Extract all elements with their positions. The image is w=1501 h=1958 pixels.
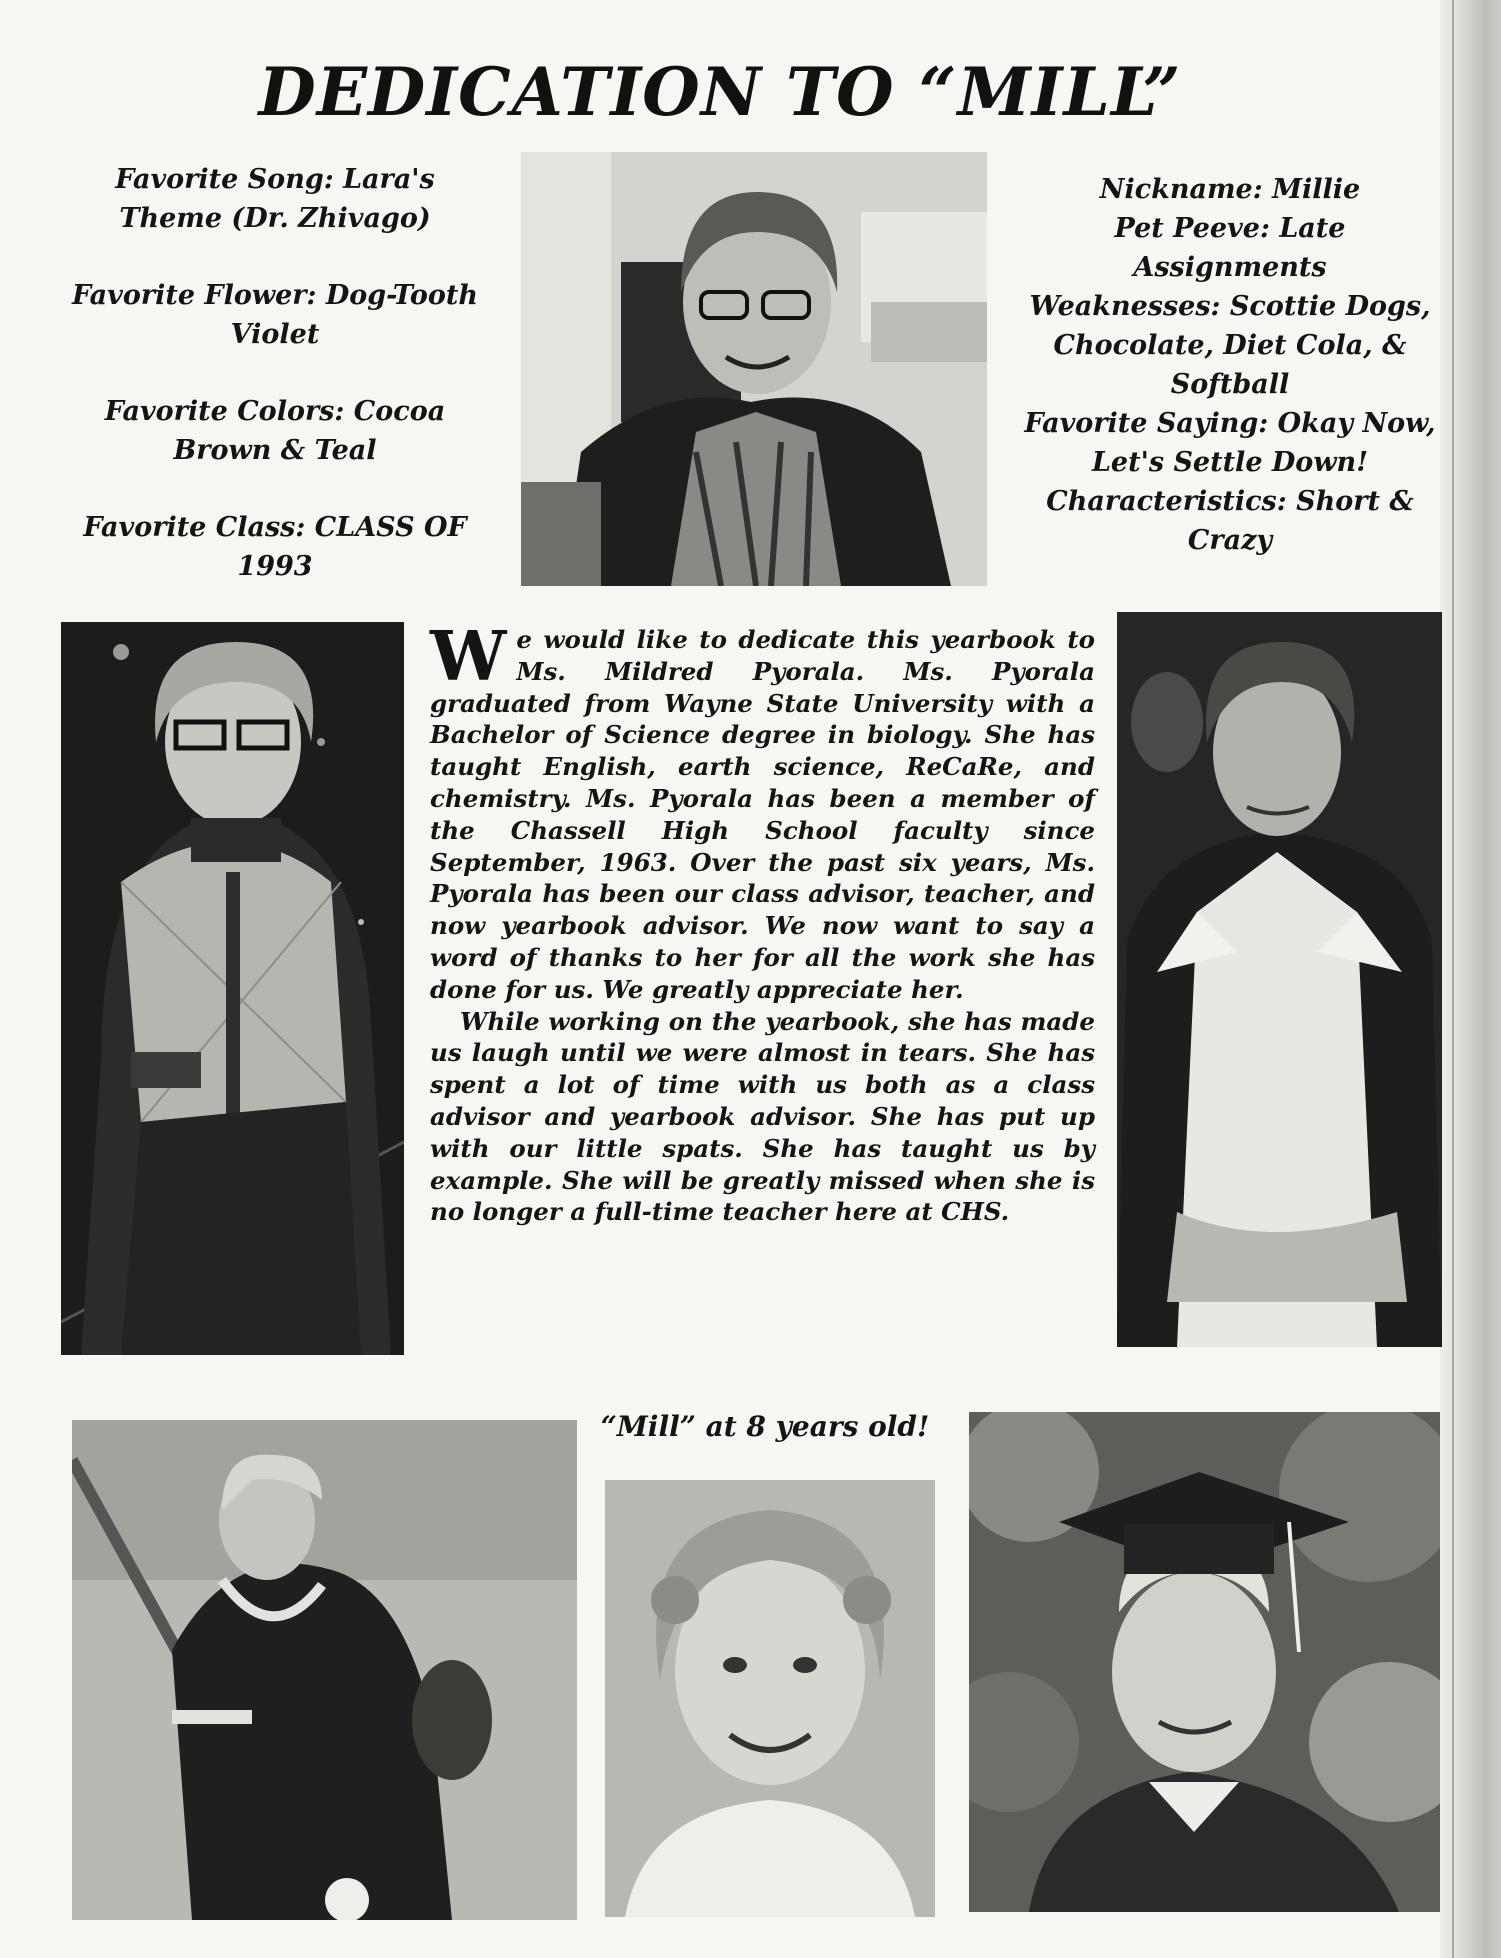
weaknesses: Weaknesses: Scottie Dogs, Chocolate, Diet Cola, & Softball — [1029, 291, 1431, 400]
favorite-saying: Favorite Saying: Okay Now, Let's Settle Down! — [1024, 408, 1436, 478]
page-title: DEDICATION TO “MILL” — [258, 53, 1182, 131]
favorite-flower: Favorite Flower: Dog-Tooth Violet — [71, 280, 478, 350]
favorite-song: Favorite Song: Lara's Theme (Dr. Zhivago) — [115, 164, 435, 234]
paragraph-1-text: e would like to dedicate this yearbook to Ms. Mildred Pyorala. Ms. Pyorala graduated from Wayne State University with a Bachelor of Science degree in biology. She has taught English, earth science, ReCaRe, and chemistry. Ms. Pyorala has been a member of the Chassell High School faculty since September, 1963. Over the past six years, Ms. Pyorala has been our class advisor, teacher, and now yearbook advisor. We now want to say a word of thanks to her for all the work she has done for us. We greatly appreciate her. — [430, 625, 1095, 1004]
dedication-text — [430, 617, 1095, 1228]
photo-teacher-at-desk — [521, 152, 987, 586]
favorites-list — [70, 160, 480, 586]
dedication-paragraph-1 — [430, 617, 1095, 1006]
nickname: Nickname: Millie — [1099, 174, 1361, 205]
photo-softball — [72, 1420, 577, 1920]
facts-list — [1020, 170, 1440, 560]
photo-wide-collar — [1117, 612, 1442, 1347]
photo-childhood — [605, 1480, 935, 1917]
favorite-colors: Favorite Colors: Cocoa Brown & Teal — [104, 396, 446, 466]
drop-cap: W — [430, 617, 507, 697]
dedication-paragraph-2: While working on the yearbook, she has made us laugh until we were almost in tears. She has spent a lot of time with us both as a class advisor and yearbook advisor. She has put up with our little spats. She has taught us by example. She will be greatly missed when she is no longer a full-time teacher here at CHS. — [430, 1006, 1095, 1227]
page-gutter — [1440, 0, 1501, 1958]
photo-graduation — [969, 1412, 1440, 1912]
gutter-fold-line — [1452, 0, 1454, 1958]
photo-checkered-cardigan — [61, 622, 404, 1355]
characteristics: Characteristics: Short & Crazy — [1046, 486, 1414, 556]
childhood-caption: “Mill” at 8 years old! — [600, 1410, 930, 1443]
pet-peeve: Pet Peeve: Late Assignments — [1114, 213, 1346, 283]
favorite-class: Favorite Class: CLASS OF 1993 — [83, 512, 467, 582]
